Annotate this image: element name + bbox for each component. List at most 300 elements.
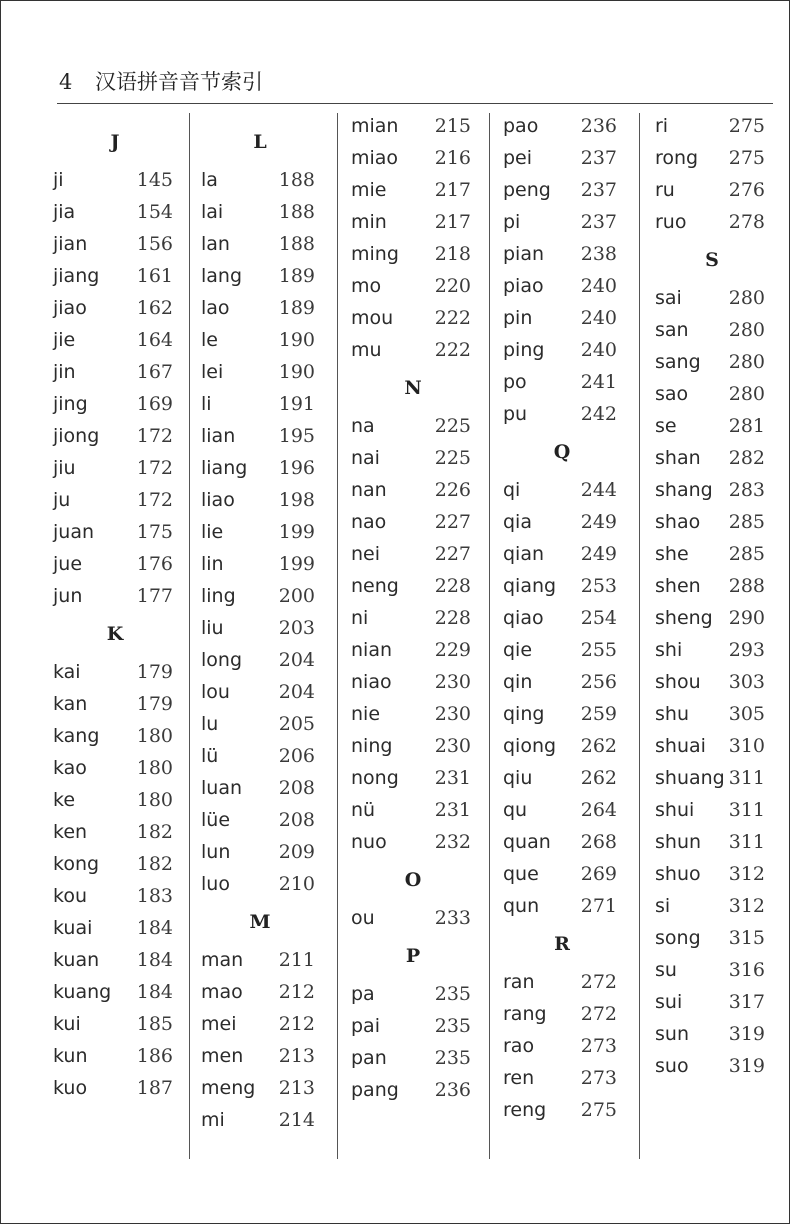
syllable: jian bbox=[53, 233, 88, 255]
index-entry bbox=[193, 1009, 327, 1039]
index-entry bbox=[647, 699, 777, 729]
index-entry bbox=[343, 903, 483, 933]
page-ref: 213 bbox=[278, 1077, 315, 1099]
syllable: san bbox=[655, 319, 689, 341]
index-entry bbox=[343, 303, 483, 333]
index-entry bbox=[343, 979, 483, 1009]
page-ref: 305 bbox=[728, 703, 765, 725]
syllable: lou bbox=[201, 681, 230, 703]
syllable: ruo bbox=[655, 211, 687, 233]
index-entry bbox=[343, 731, 483, 761]
page-ref: 216 bbox=[434, 147, 471, 169]
page-ref: 237 bbox=[580, 179, 617, 201]
index-entry bbox=[193, 977, 327, 1007]
index-entry bbox=[647, 283, 777, 313]
page-ref: 172 bbox=[136, 425, 173, 447]
index-entry bbox=[343, 207, 483, 237]
page-ref: 182 bbox=[136, 821, 173, 843]
page-ref: 230 bbox=[434, 671, 471, 693]
page-ref: 310 bbox=[728, 735, 765, 757]
syllable: ji bbox=[53, 169, 64, 191]
page-ref: 220 bbox=[434, 275, 471, 297]
syllable: kui bbox=[53, 1013, 81, 1035]
index-entry bbox=[343, 411, 483, 441]
syllable: man bbox=[201, 949, 244, 971]
index-entry bbox=[495, 539, 629, 569]
index-entry bbox=[343, 1075, 483, 1105]
index-entry bbox=[495, 507, 629, 537]
page-ref: 184 bbox=[136, 917, 173, 939]
index-entry bbox=[193, 709, 327, 739]
syllable: mao bbox=[201, 981, 243, 1003]
page-ref: 269 bbox=[580, 863, 617, 885]
page-ref: 273 bbox=[580, 1067, 617, 1089]
page-ref: 195 bbox=[278, 425, 315, 447]
index-entry bbox=[495, 859, 629, 889]
page-ref: 280 bbox=[728, 319, 765, 341]
index-entry bbox=[45, 849, 185, 879]
index-entry bbox=[647, 763, 777, 793]
page-ref: 172 bbox=[136, 489, 173, 511]
index-entry bbox=[343, 795, 483, 825]
index-entry bbox=[647, 539, 777, 569]
syllable: juan bbox=[53, 521, 95, 543]
index-entry bbox=[343, 239, 483, 269]
page-ref: 182 bbox=[136, 853, 173, 875]
index-entry bbox=[193, 1073, 327, 1103]
syllable: liao bbox=[201, 489, 235, 511]
syllable: kuang bbox=[53, 981, 112, 1003]
index-entry bbox=[495, 731, 629, 761]
page-ref: 156 bbox=[136, 233, 173, 255]
index-entry bbox=[343, 475, 483, 505]
page-ref: 189 bbox=[278, 297, 315, 319]
page-ref: 312 bbox=[728, 863, 765, 885]
index-entry bbox=[193, 197, 327, 227]
page-ref: 311 bbox=[728, 799, 765, 821]
page-ref: 275 bbox=[728, 147, 765, 169]
page-ref: 262 bbox=[580, 767, 617, 789]
syllable: lian bbox=[201, 425, 236, 447]
page-ref: 200 bbox=[278, 585, 315, 607]
syllable: shou bbox=[655, 671, 701, 693]
syllable: mu bbox=[351, 339, 382, 361]
syllable: le bbox=[201, 329, 218, 351]
syllable: kan bbox=[53, 693, 88, 715]
section-letter: Q bbox=[553, 441, 571, 463]
page-ref: 319 bbox=[728, 1055, 765, 1077]
index-entry bbox=[495, 239, 629, 269]
page-ref: 188 bbox=[278, 233, 315, 255]
syllable: sui bbox=[655, 991, 683, 1013]
page-ref: 255 bbox=[580, 639, 617, 661]
syllable: lei bbox=[201, 361, 224, 383]
index-entry bbox=[193, 1041, 327, 1071]
page-ref: 281 bbox=[728, 415, 765, 437]
syllable: pao bbox=[503, 115, 539, 137]
index-entry bbox=[495, 603, 629, 633]
page-header bbox=[59, 67, 771, 97]
syllable: qie bbox=[503, 639, 533, 661]
index-entry bbox=[45, 1041, 185, 1071]
page-ref: 208 bbox=[278, 777, 315, 799]
page-ref: 188 bbox=[278, 169, 315, 191]
syllable: pi bbox=[503, 211, 521, 233]
index-column-3 bbox=[343, 111, 483, 1161]
syllable: lang bbox=[201, 265, 243, 287]
section-letter: O bbox=[404, 869, 422, 891]
page-ref: 232 bbox=[434, 831, 471, 853]
syllable: sao bbox=[655, 383, 689, 405]
index-entry bbox=[343, 827, 483, 857]
page-number: 4 bbox=[59, 70, 73, 94]
syllable: lao bbox=[201, 297, 230, 319]
index-entry bbox=[343, 571, 483, 601]
section-letter: M bbox=[249, 911, 271, 933]
index-entry bbox=[343, 175, 483, 205]
index-entry bbox=[495, 143, 629, 173]
index-entry bbox=[343, 667, 483, 697]
index-entry bbox=[45, 165, 185, 195]
page-ref: 280 bbox=[728, 383, 765, 405]
page-ref: 208 bbox=[278, 809, 315, 831]
index-entry bbox=[495, 571, 629, 601]
index-entry bbox=[495, 1031, 629, 1061]
syllable: na bbox=[351, 415, 375, 437]
page-ref: 233 bbox=[434, 907, 471, 929]
index-entry bbox=[495, 635, 629, 665]
syllable: meng bbox=[201, 1077, 256, 1099]
syllable: shuang bbox=[655, 767, 725, 789]
index-entry bbox=[343, 443, 483, 473]
index-entry bbox=[495, 1063, 629, 1093]
page-ref: 227 bbox=[434, 511, 471, 533]
syllable: niao bbox=[351, 671, 392, 693]
syllable: jie bbox=[53, 329, 76, 351]
page-ref: 169 bbox=[136, 393, 173, 415]
syllable: rang bbox=[503, 1003, 547, 1025]
page-ref: 238 bbox=[580, 243, 617, 265]
index-entry bbox=[647, 859, 777, 889]
page-ref: 175 bbox=[136, 521, 173, 543]
page-ref: 249 bbox=[580, 511, 617, 533]
page-ref: 225 bbox=[434, 415, 471, 437]
syllable: mie bbox=[351, 179, 387, 201]
page-ref: 172 bbox=[136, 457, 173, 479]
syllable: sai bbox=[655, 287, 682, 309]
index-entry bbox=[647, 1019, 777, 1049]
page-ref: 303 bbox=[728, 671, 765, 693]
index-entry bbox=[647, 347, 777, 377]
page-ref: 293 bbox=[728, 639, 765, 661]
syllable: jia bbox=[53, 201, 76, 223]
page-ref: 231 bbox=[434, 799, 471, 821]
syllable: pang bbox=[351, 1079, 399, 1101]
index-entry bbox=[193, 325, 327, 355]
syllable: kou bbox=[53, 885, 87, 907]
page-ref: 190 bbox=[278, 361, 315, 383]
index-entry bbox=[495, 335, 629, 365]
page-ref: 190 bbox=[278, 329, 315, 351]
page-ref: 241 bbox=[580, 371, 617, 393]
index-entry bbox=[495, 175, 629, 205]
index-entry bbox=[647, 635, 777, 665]
page-ref: 213 bbox=[278, 1045, 315, 1067]
syllable: luan bbox=[201, 777, 243, 799]
index-entry bbox=[495, 1095, 629, 1125]
page-ref: 225 bbox=[434, 447, 471, 469]
syllable: ni bbox=[351, 607, 369, 629]
header-rule bbox=[57, 103, 773, 104]
syllable: peng bbox=[503, 179, 551, 201]
syllable: miao bbox=[351, 147, 399, 169]
syllable: shan bbox=[655, 447, 701, 469]
page-ref: 203 bbox=[278, 617, 315, 639]
index-entry bbox=[343, 271, 483, 301]
index-entry bbox=[193, 1105, 327, 1135]
syllable: kuan bbox=[53, 949, 100, 971]
syllable: qiong bbox=[503, 735, 557, 757]
index-entry bbox=[193, 485, 327, 515]
page-ref: 180 bbox=[136, 725, 173, 747]
page-ref: 278 bbox=[728, 211, 765, 233]
syllable: ju bbox=[53, 489, 71, 511]
index-entry bbox=[343, 699, 483, 729]
index-entry bbox=[343, 539, 483, 569]
syllable: pan bbox=[351, 1047, 387, 1069]
syllable: song bbox=[655, 927, 701, 949]
syllable: lüe bbox=[201, 809, 231, 831]
index-entry bbox=[495, 207, 629, 237]
syllable: pai bbox=[351, 1015, 380, 1037]
index-entry bbox=[495, 967, 629, 997]
section-letter: L bbox=[253, 131, 267, 153]
syllable: qing bbox=[503, 703, 545, 725]
syllable: la bbox=[201, 169, 218, 191]
page-ref: 180 bbox=[136, 789, 173, 811]
page-ref: 275 bbox=[728, 115, 765, 137]
index-entry bbox=[647, 827, 777, 857]
page-ref: 237 bbox=[580, 147, 617, 169]
page-ref: 256 bbox=[580, 671, 617, 693]
index-entry bbox=[45, 689, 185, 719]
index-entry bbox=[343, 111, 483, 141]
page-ref: 145 bbox=[136, 169, 173, 191]
page-ref: 184 bbox=[136, 981, 173, 1003]
page-ref: 162 bbox=[136, 297, 173, 319]
syllable: rao bbox=[503, 1035, 535, 1057]
syllable: jiao bbox=[53, 297, 87, 319]
page-ref: 290 bbox=[728, 607, 765, 629]
page-ref: 242 bbox=[580, 403, 617, 425]
syllable: se bbox=[655, 415, 677, 437]
syllable: pu bbox=[503, 403, 528, 425]
page-ref: 209 bbox=[278, 841, 315, 863]
syllable: nei bbox=[351, 543, 381, 565]
index-entry bbox=[647, 175, 777, 205]
index-column-2 bbox=[193, 111, 327, 1161]
page-ref: 236 bbox=[434, 1079, 471, 1101]
syllable: qiang bbox=[503, 575, 557, 597]
syllable: kong bbox=[53, 853, 100, 875]
index-entry bbox=[45, 881, 185, 911]
index-entry bbox=[45, 453, 185, 483]
syllable: pei bbox=[503, 147, 533, 169]
index-entry bbox=[45, 229, 185, 259]
page-ref: 180 bbox=[136, 757, 173, 779]
page-ref: 205 bbox=[278, 713, 315, 735]
index-entry bbox=[193, 261, 327, 291]
syllable: ping bbox=[503, 339, 545, 361]
index-entry bbox=[193, 517, 327, 547]
page-ref: 276 bbox=[728, 179, 765, 201]
index-entry bbox=[45, 657, 185, 687]
section-letter: K bbox=[106, 623, 124, 645]
syllable: kun bbox=[53, 1045, 88, 1067]
page-ref: 254 bbox=[580, 607, 617, 629]
syllable: jiu bbox=[53, 457, 76, 479]
page-ref: 285 bbox=[728, 543, 765, 565]
syllable: shi bbox=[655, 639, 683, 661]
index-entry bbox=[193, 453, 327, 483]
index-entry bbox=[647, 987, 777, 1017]
syllable: ren bbox=[503, 1067, 535, 1089]
syllable: qin bbox=[503, 671, 533, 693]
index-entry bbox=[45, 817, 185, 847]
syllable: min bbox=[351, 211, 387, 233]
page-ref: 161 bbox=[136, 265, 173, 287]
page-ref: 275 bbox=[580, 1099, 617, 1121]
index-entry bbox=[495, 891, 629, 921]
page-ref: 312 bbox=[728, 895, 765, 917]
page-ref: 199 bbox=[278, 553, 315, 575]
index-entry bbox=[193, 645, 327, 675]
index-entry bbox=[45, 389, 185, 419]
page-ref: 218 bbox=[434, 243, 471, 265]
index-entry bbox=[647, 443, 777, 473]
page-ref: 177 bbox=[136, 585, 173, 607]
column-divider bbox=[639, 113, 640, 1159]
syllable: shui bbox=[655, 799, 695, 821]
syllable: qu bbox=[503, 799, 528, 821]
index-entry bbox=[647, 795, 777, 825]
index-entry bbox=[343, 603, 483, 633]
index-entry bbox=[495, 303, 629, 333]
page-ref: 210 bbox=[278, 873, 315, 895]
page-ref: 283 bbox=[728, 479, 765, 501]
page-ref: 235 bbox=[434, 1047, 471, 1069]
index-entry bbox=[193, 389, 327, 419]
syllable: shuo bbox=[655, 863, 701, 885]
syllable: qun bbox=[503, 895, 540, 917]
index-entry bbox=[495, 367, 629, 397]
page-ref: 217 bbox=[434, 179, 471, 201]
index-entry bbox=[495, 999, 629, 1029]
page-ref: 222 bbox=[434, 307, 471, 329]
syllable: lan bbox=[201, 233, 230, 255]
page-ref: 264 bbox=[580, 799, 617, 821]
syllable: mi bbox=[201, 1109, 225, 1131]
index-entry bbox=[45, 293, 185, 323]
page-ref: 228 bbox=[434, 575, 471, 597]
index-entry bbox=[193, 613, 327, 643]
syllable: jing bbox=[53, 393, 88, 415]
syllable: ri bbox=[655, 115, 669, 137]
syllable: ran bbox=[503, 971, 535, 993]
index-entry bbox=[45, 1009, 185, 1039]
index-entry bbox=[45, 421, 185, 451]
index-entry bbox=[45, 945, 185, 975]
page-title: 汉语拼音音节索引 bbox=[95, 70, 263, 94]
page-ref: 226 bbox=[434, 479, 471, 501]
index-entry bbox=[193, 741, 327, 771]
syllable: shu bbox=[655, 703, 689, 725]
index-entry bbox=[45, 325, 185, 355]
page-ref: 280 bbox=[728, 287, 765, 309]
page-ref: 154 bbox=[136, 201, 173, 223]
page-ref: 280 bbox=[728, 351, 765, 373]
page-ref: 271 bbox=[580, 895, 617, 917]
page-ref: 199 bbox=[278, 521, 315, 543]
page-ref: 167 bbox=[136, 361, 173, 383]
index-entry bbox=[647, 507, 777, 537]
index-entry bbox=[647, 603, 777, 633]
syllable: su bbox=[655, 959, 677, 981]
syllable: pa bbox=[351, 983, 375, 1005]
page-ref: 204 bbox=[278, 681, 315, 703]
syllable: nao bbox=[351, 511, 387, 533]
page-ref: 222 bbox=[434, 339, 471, 361]
syllable: kai bbox=[53, 661, 81, 683]
page-ref: 253 bbox=[580, 575, 617, 597]
index-entry bbox=[45, 261, 185, 291]
page-ref: 212 bbox=[278, 1013, 315, 1035]
index-entry bbox=[343, 143, 483, 173]
syllable: shang bbox=[655, 479, 713, 501]
syllable: sang bbox=[655, 351, 701, 373]
page-ref: 311 bbox=[728, 831, 765, 853]
index-column-4 bbox=[495, 111, 629, 1161]
syllable: qia bbox=[503, 511, 532, 533]
index-entry bbox=[193, 677, 327, 707]
page-ref: 185 bbox=[136, 1013, 173, 1035]
syllable: sun bbox=[655, 1023, 689, 1045]
index-column-5 bbox=[647, 111, 777, 1161]
page-ref: 259 bbox=[580, 703, 617, 725]
syllable: ke bbox=[53, 789, 76, 811]
page-ref: 186 bbox=[136, 1045, 173, 1067]
page-ref: 230 bbox=[434, 703, 471, 725]
page-ref: 315 bbox=[728, 927, 765, 949]
syllable: pian bbox=[503, 243, 545, 265]
page-ref: 217 bbox=[434, 211, 471, 233]
syllable: ou bbox=[351, 907, 375, 929]
page-ref: 282 bbox=[728, 447, 765, 469]
page-ref: 206 bbox=[278, 745, 315, 767]
page-ref: 164 bbox=[136, 329, 173, 351]
page-ref: 273 bbox=[580, 1035, 617, 1057]
page-ref: 240 bbox=[580, 275, 617, 297]
index-entry bbox=[193, 421, 327, 451]
page-ref: 179 bbox=[136, 693, 173, 715]
syllable: jun bbox=[53, 585, 83, 607]
page-ref: 244 bbox=[580, 479, 617, 501]
page-ref: 235 bbox=[434, 983, 471, 1005]
page-ref: 268 bbox=[580, 831, 617, 853]
index-entry bbox=[193, 805, 327, 835]
index-entry bbox=[193, 581, 327, 611]
index-entry bbox=[343, 335, 483, 365]
